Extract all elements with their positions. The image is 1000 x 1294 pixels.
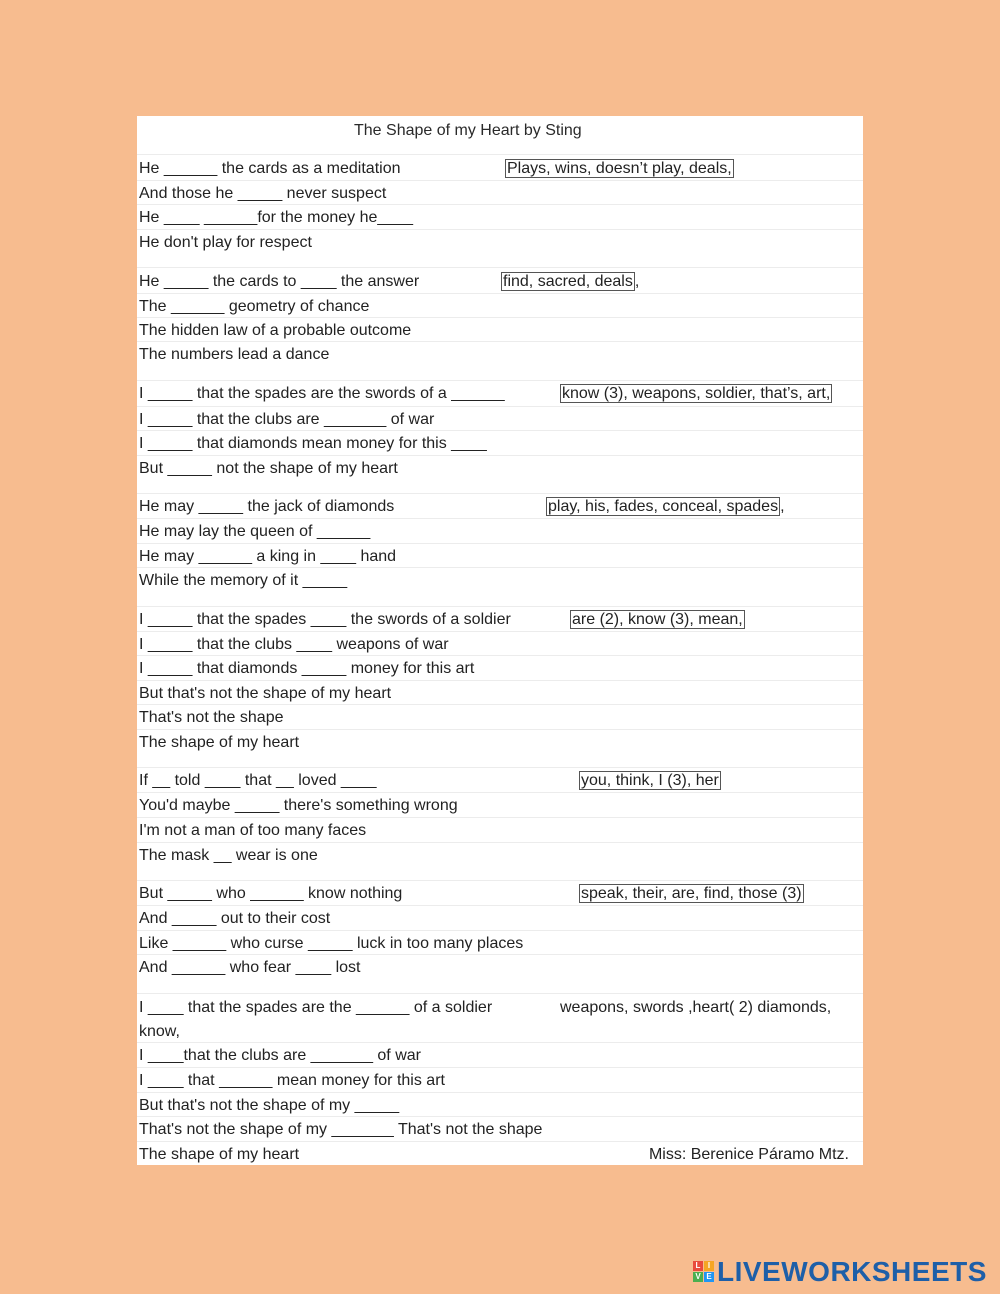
liveworksheets-logo-icon [693,1261,715,1283]
word-bank-suffix: , [780,498,785,515]
logo-mark-letter: V [693,1272,703,1282]
word-bank [501,272,639,292]
liveworksheets-logo [693,1256,987,1288]
lyric-line: But that's not the shape of my heart [139,685,392,702]
logo-text: LIVEWORKSHEETS [717,1256,987,1287]
row-divider [137,1141,863,1142]
teacher-signature: Miss: Berenice Páramo Mtz. [648,1146,849,1163]
lyric-line: If __ told ____ that __ loved ____ [139,772,377,789]
row-divider [137,543,863,544]
row-divider [137,229,863,230]
row-divider [137,817,863,818]
logo-mark-letter: L [693,1261,703,1271]
word-bank [579,884,804,904]
row-divider [137,430,863,431]
lyric-line: I ____ that the spades are the ______ of a soldier [139,999,493,1016]
row-divider [137,930,863,931]
word-bank-box: know (3), weapons, soldier, that’s, art, [562,385,831,402]
word-bank-plain: weapons, swords ,heart( 2) diamonds, [560,999,832,1016]
lyric-line: He _____ the cards to ____ the answer [139,273,420,290]
lyric-line: The ______ geometry of chance [139,298,370,315]
logo-mark-letter: E [704,1272,714,1282]
lyric-line: He may lay the queen of ______ [139,523,371,540]
row-divider [137,1042,863,1043]
row-divider [137,518,863,519]
lyric-line: But that's not the shape of my _____ [139,1097,400,1114]
word-bank-suffix: , [634,273,640,290]
row-divider [137,792,863,793]
lyric-line: I _____ that the clubs are _______ of war [139,411,435,428]
word-bank-box: play, his, fades, conceal, spades [548,498,779,515]
row-divider [137,1092,863,1093]
lyric-line: I _____ that the clubs ____ weapons of war [139,636,449,653]
lyric-line: He may _____ the jack of diamonds [139,498,395,515]
lyric-line: I _____ that the spades ____ the swords of a soldier [139,611,511,628]
lyric-line: That's not the shape [139,709,284,726]
word-bank [570,610,745,630]
lyric-line: I _____ that the spades are the swords of a ______ [139,385,505,402]
row-divider [137,567,863,568]
word-bank [560,384,832,404]
worksheet-title: The Shape of my Heart by Sting [354,122,582,139]
row-divider [137,1116,863,1117]
row-divider [137,154,863,155]
row-divider [137,993,863,994]
lyric-line: You'd maybe _____ there's something wrong [139,797,458,814]
lyric-line: The numbers lead a dance [139,346,330,363]
lyric-line: I'm not a man of too many faces [139,822,367,839]
row-divider [137,267,863,268]
row-divider [137,204,863,205]
row-divider [137,767,863,768]
row-divider [137,293,863,294]
logo-mark-letter: I [704,1261,714,1271]
row-divider [137,905,863,906]
worksheet-page [137,116,863,1165]
lyric-line: The hidden law of a probable outcome [139,322,412,339]
word-bank-box: Plays, wins, doesn’t play, deals, [507,160,732,177]
row-divider [137,880,863,881]
row-divider [137,631,863,632]
row-divider [137,729,863,730]
lyric-line: Like ______ who curse _____ luck in too many places [139,935,524,952]
row-divider [137,954,863,955]
word-bank [505,159,734,179]
word-bank-box: you, think, I (3), her [581,772,719,789]
lyric-line: He ______ the cards as a meditation [139,160,401,177]
lyric-line: But _____ who ______ know nothing [139,885,403,902]
lyric-line: He may ______ a king in ____ hand [139,548,397,565]
row-divider [137,180,863,181]
lyric-line: The mask __ wear is one [139,847,318,864]
lyric-line: That's not the shape of my _______ That's not the shape [139,1121,543,1138]
row-divider [137,680,863,681]
row-divider [137,704,863,705]
lyric-line: I ____that the clubs are _______ of war [139,1047,421,1064]
lyric-line: The shape of my heart [139,734,300,751]
lyric-line: And ______ who fear ____ lost [139,959,361,976]
lyric-line: He ____ ______for the money he____ [139,209,413,226]
word-bank-box: find, sacred, deals [503,273,633,290]
lyric-line: know, [139,1023,180,1040]
lyric-line: I _____ that diamonds mean money for this ____ [139,435,487,452]
lyric-line: I _____ that diamonds _____ money for this art [139,660,475,677]
row-divider [137,606,863,607]
lyric-line: And _____ out to their cost [139,910,331,927]
row-divider [137,493,863,494]
row-divider [137,1067,863,1068]
lyric-line: The shape of my heart [139,1146,300,1163]
row-divider [137,406,863,407]
lyric-line: But _____ not the shape of my heart [139,460,398,477]
word-bank-box: speak, their, are, find, those (3) [581,885,802,902]
row-divider [137,317,863,318]
lyric-line: I ____ that ______ mean money for this art [139,1072,445,1089]
lyric-line: And those he _____ never suspect [139,185,387,202]
lyric-line: While the memory of it _____ [139,572,348,589]
word-bank-box: are (2), know (3), mean, [572,611,743,628]
word-bank [579,771,721,791]
row-divider [137,455,863,456]
row-divider [137,655,863,656]
word-bank [546,497,785,517]
row-divider [137,842,863,843]
row-divider [137,380,863,381]
row-divider [137,341,863,342]
lyric-line: He don't play for respect [139,234,312,251]
